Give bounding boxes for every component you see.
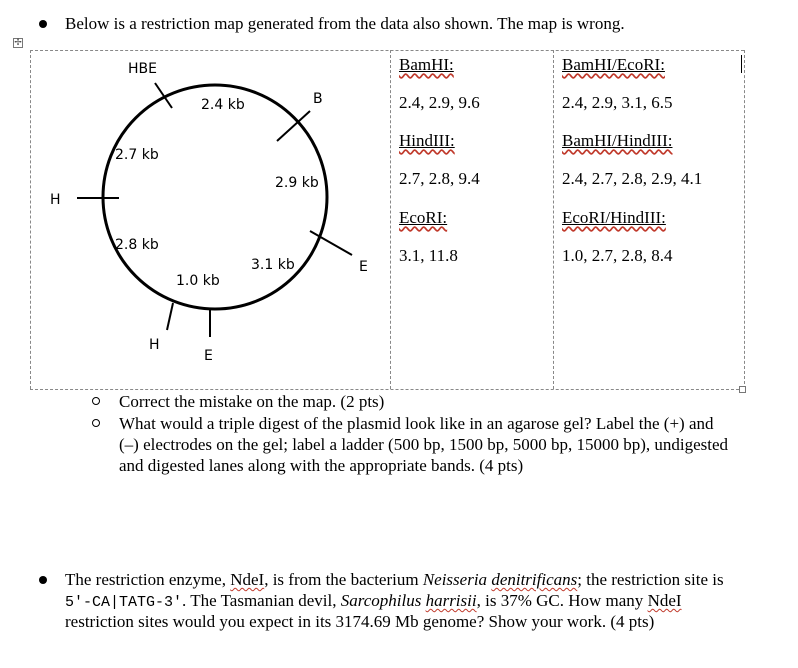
table-val-ecori-hindiii: 1.0, 2.7, 2.8, 8.4 [562, 246, 673, 265]
restriction-map [40, 55, 385, 375]
move-handle-icon[interactable]: ✢ [14, 38, 22, 48]
table-val-ecori: 3.1, 11.8 [399, 246, 458, 265]
table-head-ecori-hindiii: EcoRI/HindIII: [562, 208, 666, 227]
segment-label-2-7: 2.7 kb [115, 147, 159, 163]
table-head-bamhi-ecori: BamHI/EcoRI: [562, 55, 665, 74]
table-divider-1 [390, 50, 391, 389]
segment-label-3-1: 3.1 kb [251, 257, 295, 273]
table-val-bamhi-hindiii: 2.4, 2.7, 2.8, 2.9, 4.1 [562, 169, 703, 188]
site-label-h-left: H [50, 192, 61, 208]
table-val-bamhi-ecori: 2.4, 2.9, 3.1, 6.5 [562, 93, 673, 112]
site-label-h-bottom: H [149, 337, 160, 353]
table-border-top [30, 50, 744, 51]
species-2-epithet: harrisii [425, 591, 477, 610]
table-divider-2 [553, 50, 554, 389]
site-label-hbe: HBE [128, 61, 157, 77]
table-head-ecori: EcoRI: [399, 208, 448, 227]
bullet-2 [39, 576, 47, 584]
table-val-hindiii: 2.7, 2.8, 9.4 [399, 169, 480, 188]
resize-handle-icon[interactable] [739, 386, 746, 393]
question-2-line-1: The restriction enzyme, NdeI, is from the bacterium Neisseria denitrificans; the restriction site is [65, 570, 724, 589]
species-1: Neisseria denitrificans [422, 570, 578, 589]
table-head-bamhi-hindiii: BamHI/HindIII: [562, 131, 673, 150]
sub-bullet-2 [92, 419, 100, 427]
question-2-line-2: 5′-CA|TATG-3′. The Tasmanian devil, Sarcophilus harrisii, is 37% GC. How many NdeI [65, 591, 682, 611]
restriction-site: 5′-CA|TATG-3′ [65, 594, 183, 611]
text-cursor [741, 55, 742, 73]
question-1-intro: Below is a restriction map generated from the data also shown. The map is wrong. [65, 14, 625, 33]
subquestion-2-line-3: and digested lanes along with the appropriate bands. (4 pts) [119, 456, 524, 475]
sub-bullet-1 [92, 397, 100, 405]
species-1-epithet: denitrificans [491, 570, 578, 589]
site-tick-h-bottom [167, 303, 173, 330]
segment-label-2-9: 2.9 kb [275, 175, 319, 191]
question-2-line-3: restriction sites would you expect in its 3174.69 Mb genome? Show your work. (4 pts) [65, 612, 655, 631]
table-head-hindiii: HindIII: [399, 131, 455, 150]
segment-label-2-8: 2.8 kb [115, 237, 159, 253]
site-label-b: B [313, 91, 323, 107]
enzyme-name-2: NdeI [647, 591, 682, 610]
bullet-1 [39, 20, 47, 28]
enzyme-name: NdeI [230, 570, 265, 589]
site-label-e-bottom: E [204, 348, 213, 364]
segment-label-1-0: 1.0 kb [176, 273, 220, 289]
segment-label-2-4: 2.4 kb [201, 97, 245, 113]
subquestion-1: Correct the mistake on the map. (2 pts) [119, 392, 385, 411]
table-border-right [744, 50, 745, 389]
subquestion-2-line-2: (–) electrodes on the gel; label a ladder (500 bp, 1500 bp, 5000 bp, 15000 bp), undigested [119, 435, 729, 454]
table-border-bottom [30, 389, 744, 390]
table-border-left [30, 50, 31, 389]
table-val-bamhi: 2.4, 2.9, 9.6 [399, 93, 480, 112]
site-label-e-right: E [359, 259, 368, 275]
species-2: Sarcophilus harrisii [340, 591, 477, 610]
subquestion-2-line-1: What would a triple digest of the plasmid look like in an agarose gel? Label the (+) and [119, 414, 714, 433]
table-head-bamhi: BamHI: [399, 55, 454, 74]
